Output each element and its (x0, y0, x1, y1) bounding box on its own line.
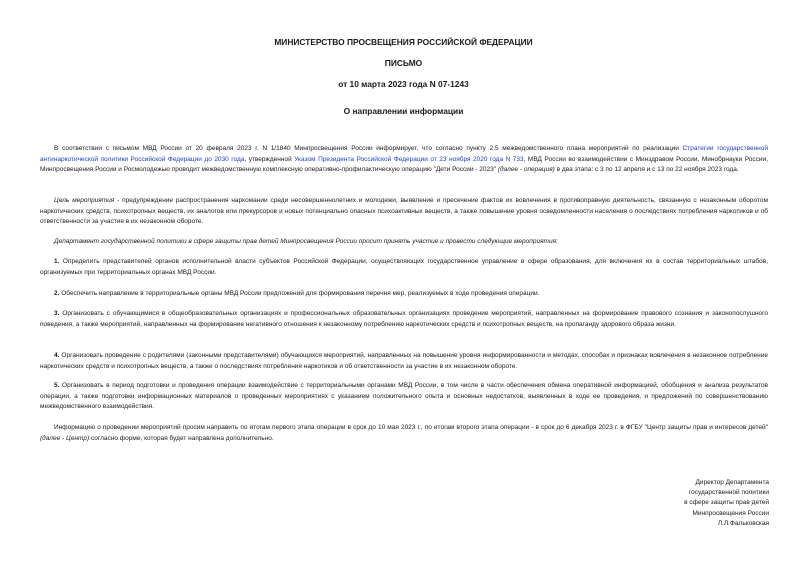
signature-line: в сфере защиты прав детей (684, 499, 769, 507)
list-item-5 (40, 381, 768, 413)
document-date-number: от 10 марта 2023 года N 07-1243 (338, 79, 469, 89)
document-subject: О направлении информации (343, 106, 464, 116)
intro-text-4: в два этапа: с 3 по 12 апреля и с 13 по 22 ноября 2023 года. (554, 166, 739, 173)
final-text-1: Информацию о проведении мероприятий просим направить по итогам первого этапа операции в срок до 10 мая 2023 г., по итогам второго этапа операции - в срок до 6 декабря 2023 г. в ФГБУ "Центр защиты прав и интересов детей" (54, 424, 768, 431)
final-text-2: согласно форме, которая будет направлена дополнительно. (89, 434, 274, 442)
item-number: 5. (54, 382, 60, 389)
signature-line: Директор Департамента (695, 479, 769, 486)
signature-name: Л.Л.Фальковская (717, 519, 769, 527)
item-text: Организовать в период подготовки и проведения операции взаимодействие с территориальными органами МВД России, в том числе в части обеспечения обмена оперативной информацией, обобщения и анализа результатов операции, а также подготовки информационных материалов о проведенных мероприятиях с указанием положительного опыта и основных недостатков, выявленных в ходе ее проведения, и предложений по совершенствованию межведомственного взаимодействия. (40, 382, 768, 410)
request-text: Департамент государственной политики в сфере защиты прав детей Минпросвещения России просит принять участие и провести следующие мероприятия: (54, 238, 558, 245)
list-item-2 (40, 289, 768, 300)
decree-link[interactable]: Указом Президента Российской Федерации от 23 ноября 2020 года N 733 (294, 155, 524, 163)
intro-text-1: В соответствии с письмом МВД России от 20 февраля 2023 г. N 1/1840 Минпросвещения России информирует, что согласно пункту 2.5 межведомственного плана мероприятий по реализации (54, 145, 683, 152)
item-text: Организовать с обучающимися в общеобразовательных организациях и профессиональных образовательных организациях проведение мероприятий, направленных на формирование правового сознания и законопослушного поведения, а также мероприятий, направленных на формирование негативного отношения к незаконному потреблению наркотических средств и психотропных веществ, на пропаганду здорового образа жизни. (40, 310, 768, 328)
item-number: 4. (54, 352, 60, 359)
ministry-title: МИНИСТЕРСТВО ПРОСВЕЩЕНИЯ РОССИЙСКОЙ ФЕДЕРАЦИИ (274, 37, 533, 47)
paragraph-request (40, 237, 768, 248)
item-text: Определить представителей органов исполнительной власти субъектов Российской Федерации, осуществляющих государственное управление в сфере образования, для включения их в состав территориальных штабов, организуемых при территориальных органах МВД России. (40, 258, 768, 276)
item-text: Обеспечить направление в территориальные органы МВД России предложений для формирования перечня мер, реализуемых в ходе проведения операции. (59, 290, 540, 297)
signature-line: Минпросвещения России (692, 509, 769, 517)
item-text: Организовать проведение с родителями (законными представителями) обучающихся мероприятий, направленных на повышение уровня информированности и методах, способах и признаках вовлечения в незаконное потребление наркотических средств и психотропных веществ, а также о последствиях потребления наркотиков и об ответственности за участие в их незаконном обороте. (40, 352, 768, 370)
document-type: ПИСЬМО (384, 58, 423, 68)
signature-line: государственной политики (688, 489, 769, 497)
strategy-link[interactable]: Стратегии государственной антинаркотической политики Российской Федерации до 2030 года (40, 145, 768, 163)
goal-label: Цель мероприятия (54, 197, 115, 204)
final-italic-note: (далее - Центр) (40, 434, 90, 442)
item-number: 1. (54, 258, 60, 265)
intro-italic-note: (далее - операция) (497, 166, 555, 173)
list-item-4 (40, 351, 768, 372)
intro-text-3: , МВД России во взаимодействии с Минздравом России, Минобрнауки России, Минпросвещения России и Росмолодежью проводит межведомственную комплексную оперативно-профилактическую операцию "Дети России - 2023" (40, 155, 768, 173)
paragraph-final (40, 423, 768, 444)
list-item-3 (40, 309, 768, 330)
intro-text-2: , утвержденной (244, 155, 295, 163)
goal-text: - предупреждение распространения наркомании среди несовершеннолетних и молодежи, выявление и пресечение фактов их вовлечения в противоправную деятельность, связанную с незаконным оборотом наркотических средств, психотропных веществ, их аналогов или прекурсоров и новых потенциально опасных психоактивных веществ, а также повышение уровня осведомленности населения о последствиях потребления наркотиков и об ответственности за участие в их незаконном обороте. (40, 197, 768, 225)
item-number: 2. (54, 290, 60, 297)
paragraph-intro (40, 144, 768, 176)
list-item-1 (40, 257, 768, 278)
signature-block (619, 478, 769, 529)
paragraph-goal (40, 196, 768, 228)
item-number: 3. (54, 310, 60, 317)
